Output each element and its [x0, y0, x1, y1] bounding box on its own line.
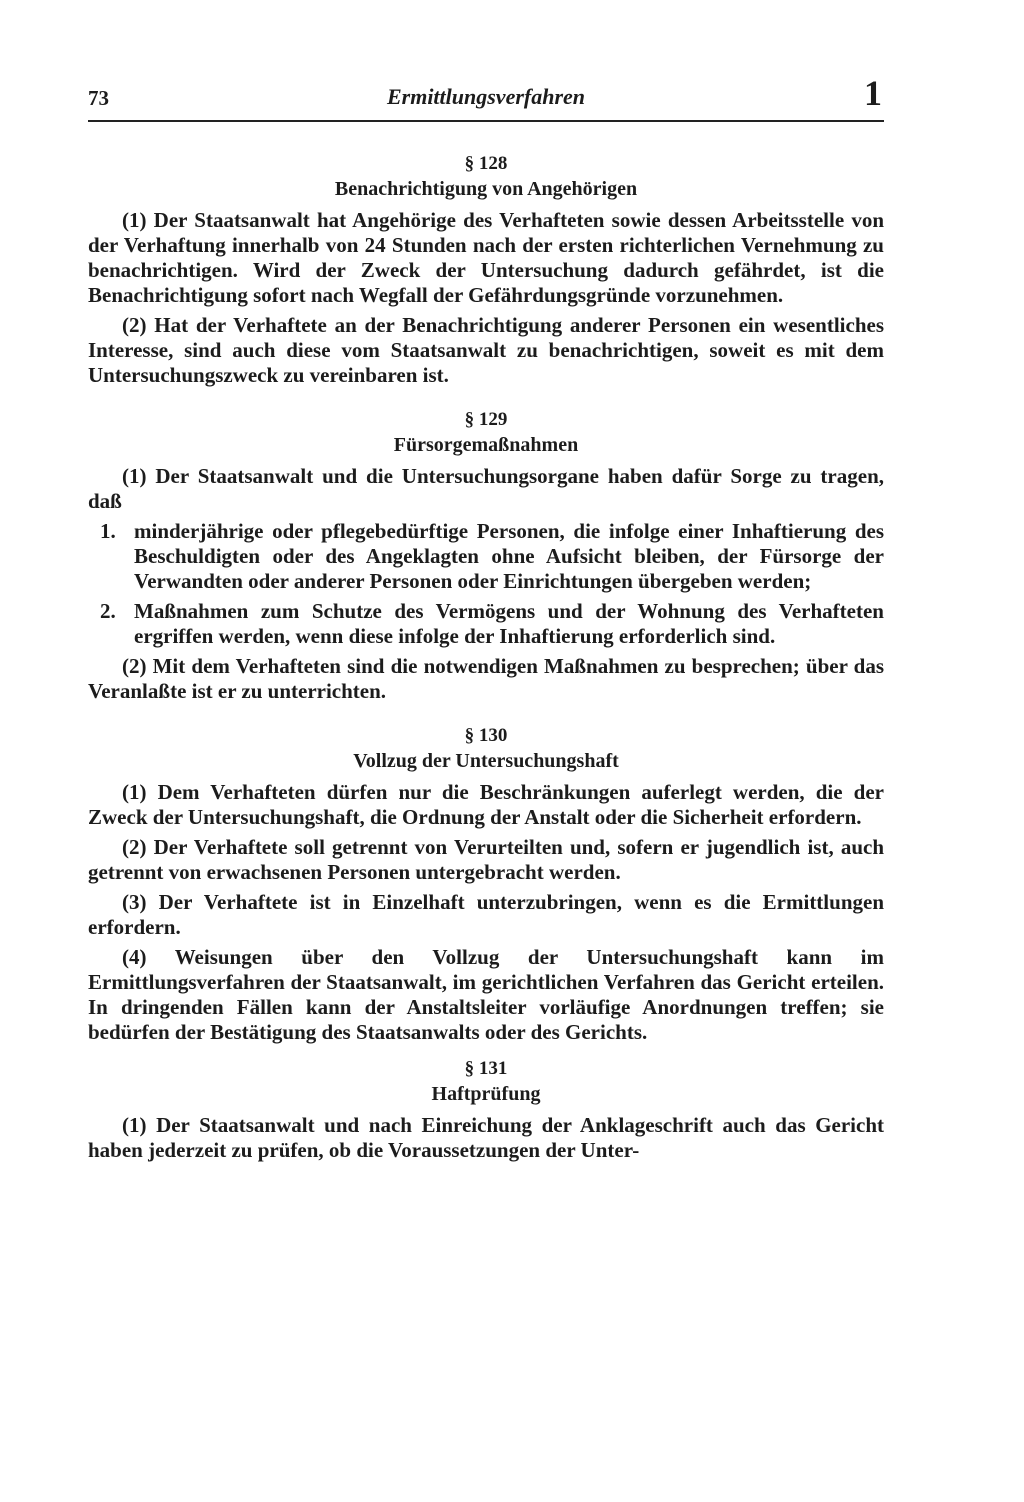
chapter-number: 1: [864, 73, 882, 113]
list-item-text: Maßnahmen zum Schutze des Vermögens und der Wohnung des Verhafteten ergriffen werden, wenn diese infolge der Inhaftierung erforderlich sind.: [134, 599, 884, 648]
section-title: Fürsorgemaßnahmen: [393, 434, 579, 456]
section-130: [88, 724, 884, 1045]
paragraph: (2) Hat der Verhaftete an der Benachrichtigung anderer Personen ein wesentliches Interesse, sind auch diese vom Staatsanwalt zu benachrichtigen, soweit es mit dem Untersuchungszweck zu vereinbaren ist.: [88, 313, 884, 387]
paragraph: (2) Mit dem Verhafteten sind die notwendigen Maßnahmen zu besprechen; über das Veranlaßte ist er zu unterrichten.: [88, 654, 884, 703]
paragraph: (1) Der Staatsanwalt und nach Einreichung der Anklageschrift auch das Gericht haben jederzeit zu prüfen, ob die Voraussetzungen der Unter-: [88, 1113, 884, 1162]
page-number: 73: [88, 86, 109, 110]
list-item: [88, 599, 884, 649]
section-129: [88, 408, 884, 704]
paragraph: (1) Der Staatsanwalt hat Angehörige des Verhafteten sowie dessen Arbeitsstelle von der Verhaftung innerhalb von 24 Stunden nach der ersten richterlichen Vernehmung zu benachrichtigen. Wird der Zweck der Untersuchung dadurch gefährdet, ist die Benachrichtigung sofort nach Wegfall der Gefährdungsgründe vorzunehmen.: [88, 208, 884, 307]
section-title: Benachrichtigung von Angehörigen: [334, 178, 638, 200]
paragraph: (3) Der Verhaftete ist in Einzelhaft unterzubringen, wenn es die Ermittlungen erfordern.: [88, 890, 884, 939]
running-title: Ermittlungsverfahren: [386, 84, 586, 109]
page-header: [88, 73, 884, 122]
paragraph: (1) Dem Verhafteten dürfen nur die Beschränkungen auferlegt werden, die der Zweck der Untersuchungshaft, die Ordnung der Anstalt oder die Sicherheit erfordern.: [88, 780, 884, 829]
section-128: [88, 152, 884, 388]
paragraph: (2) Der Verhaftete soll getrennt von Verurteilten und, sofern er jugendlich ist, auch getrennt von erwachsenen Personen untergebracht werden.: [88, 835, 884, 884]
section-number: § 130: [464, 725, 508, 746]
section-title: Vollzug der Untersuchungshaft: [353, 750, 619, 772]
list-item: [88, 519, 884, 594]
section-title: Haftprüfung: [431, 1083, 541, 1105]
list-item-text: minderjährige oder pflegebedürftige Personen, die infolge einer Inhaftierung des Beschuldigten oder des Angeklagten ohne Aufsicht bleiben, der Fürsorge der Verwandten oder anderer Personen oder Einrichtungen übergeben werden;: [134, 519, 884, 593]
paragraph: (1) Der Staatsanwalt und die Untersuchungsorgane haben dafür Sorge zu tragen, daß: [88, 464, 884, 513]
section-number: § 129: [464, 409, 508, 430]
section-number: § 128: [464, 153, 508, 174]
section-131: [88, 1057, 884, 1163]
list-item-number: 1.: [100, 519, 116, 543]
section-number: § 131: [464, 1058, 508, 1079]
paragraph: (4) Weisungen über den Vollzug der Untersuchungshaft kann im Ermittlungsverfahren der Staatsanwalt, im gerichtlichen Verfahren das Gericht erteilen. In dringenden Fällen kann der Anstaltsleiter vorläufige Anordnungen treffen; sie bedürfen der Bestätigung des Staatsanwalts oder des Gerichts.: [88, 945, 884, 1044]
document-page: [88, 73, 884, 1168]
list-item-number: 2.: [100, 599, 116, 623]
